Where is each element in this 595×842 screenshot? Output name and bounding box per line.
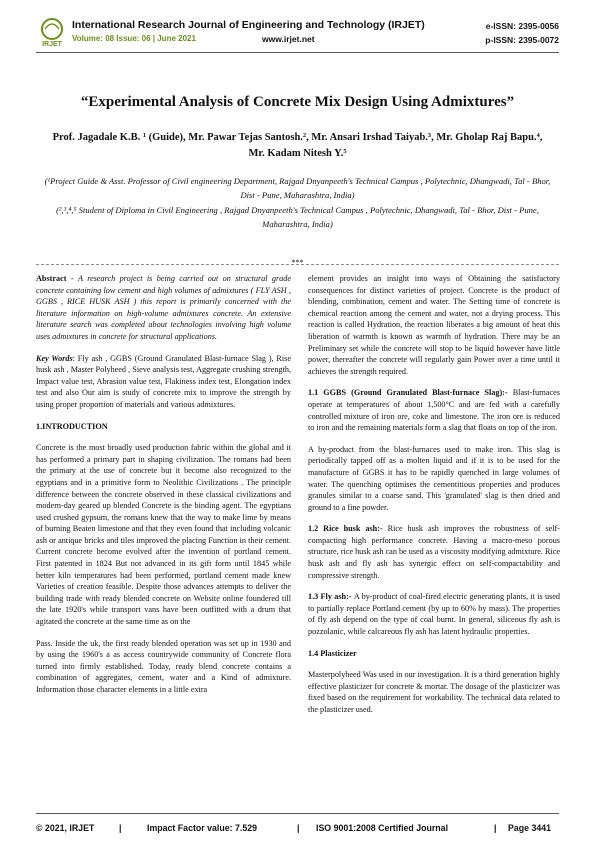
p-issn: p-ISSN: 2395-0072 [485, 35, 559, 45]
journal-name: International Research Journal of Engineering and Technology (IRJET) [72, 19, 425, 31]
footer-sep-2: | [297, 823, 300, 833]
plasticizer-text: Masterpolyheed Was used in our investigation. It is a third generation highly effective plasticizer for concrete & mortar. The dosage of the plasticizer was fixed based on the requirement for workability. The technical data related to the plasticizer used. [308, 670, 560, 714]
ggbs-heading: 1.1 GGBS (Ground Granulated Blast-furnace Slag):- [308, 388, 513, 398]
keywords-label: Key Words [36, 353, 73, 363]
rice-husk-text: Rice husk ash improves the robustness of self-compacting high performance concrete. Having a macro-meso porous structure, rice husk ash can be used as a viscosity modifying admixture. Rice husk ash and fly ash has synergic effect on self-compactability and compressive strength. [308, 524, 561, 580]
abstract-label: Abstract - [36, 274, 78, 283]
affiliation-guide: (¹Project Guide & Asst. Professor of Civil engineering Department, Rajgad Dnyanpeeth's Technical Campus , Polytechnic, Dhangwadi, Tal - Bhor, Dist - Pune, Maharashtra, India) [44, 176, 551, 200]
footer-impact-factor: Impact Factor value: 7.529 [147, 823, 258, 833]
section-ggbs [308, 387, 560, 433]
plasticizer-heading: 1.4 Plasticizer [308, 648, 357, 658]
fly-ash-heading: 1.3 Fly ash:- [308, 592, 354, 602]
e-issn: e-ISSN: 2395-0056 [485, 21, 559, 31]
section-rice-husk-ash [308, 523, 560, 581]
divider-stars: *** [291, 258, 304, 267]
ggbs-paragraph-2: A by-product from the blast-furnaces used to make iron. This slag is periodically tapped off as a molten liquid and if it is to be used for the manufacture of GGBS it has to be rapidly quenched in large volumes of water. The quenching optimises the cementitious properties and produces granules similar to a coarse sand. This 'granulated' slag is then dried and ground to a fine powder. [308, 444, 560, 512]
volume-issue: Volume: 08 Issue: 06 | June 2021 [72, 34, 196, 43]
paper-title: “Experimental Analysis of Concrete Mix Design Using Admixtures” [80, 94, 515, 110]
right-column [308, 273, 560, 726]
intro-heading: 1.INTRODUCTION [36, 421, 108, 431]
keywords-text: : Fly ash , GGBS (Ground Granulated Blast-furnace Slag ), Rise husk ash , Master Polyheed , Sieve analysis test, Aggregate crushing strength, Impact value test, Abrasion value test, Flakiness index test, Elongation index test and also Our aim is study of concrete mix to improve the strength by using proper proportion of materials and various admixtures. [36, 353, 291, 409]
fly-ash-text: A by-product of coal-fired electric generating plants, it is used to partially replace Portland cement (by up to 60% by mass). The properties of fly ash depend on the type of coal burnt. In general, siliceous fly ash is pozzolanic, while calcareous fly ash has latent hydraulic properties. [308, 592, 560, 637]
abstract-text: A research project is being carried out on structural grade concrete containing low cement and high volumes of admixtures ( FLY ASH , GGBS , RICE HUSK ASH ) this report is primarily concerned with the literature information on high-volume admixtures concrete. An extensive literature search was completed about technologies involving high volume uses admixtures in concrete for structural applications. [36, 274, 291, 341]
intro-continued: element provides an insight into ways of Obtaining the satisfactory consequences for distinct varieties of project. Concrete is the product of blending, combination, cement and water. The Setting time of concrete is chemical reaction among the cement and water, not a drying process. This reaction is called Hydration, the reaction liberates a big amount of heat this liberation of warmth is known as warmth of hydration. There may be an Preliminary set while the concrete will stop to be liquid however have little power, thereafter the concrete will regularly gain Power over a time until it achieves the strength required. [308, 274, 560, 376]
logo-text: IRJET [42, 41, 62, 48]
footer-iso: ISO 9001:2008 Certified Journal [316, 823, 449, 833]
footer-copyright: © 2021, IRJET [36, 823, 95, 833]
irjet-logo-icon [36, 16, 68, 48]
rice-husk-heading: 1.2 Rice husk ash:- [308, 524, 388, 534]
intro-paragraph-1: Concrete is the most broadly used production fabric within the global and it has performed a primary part in shaping civilization. The romans had been the primary at the use of concrete but it become also recognized to the egyptians and in a primitive form to Neolithic Civilizations . The principle difference between the concrete observed in these classical civilizations and modern-day geared up blended Concrete is the binding agent. The egyptians used crushed gypsum, the romans knew that the way to make lime by means of burning Beaten limestone and that they even found that including volcanic ash or antique bricks and tiles improved the placing Function in their cement. Current concrete become evolved after the invention of portland cement. First patented in 1824 But not advanced in its gift form until 1845 while better kiln temperatures had been performed, portland cement made knew Varieties of creation feasible. Despite those advances attempts to deliver the building trade with ready blended concrete on Website online foundered till the late 1920's while transport vans have been outfitted with a drum that agitated the concrete at the same time as on the [36, 443, 291, 627]
intro-paragraph-2: Pass. Inside the uk, the first ready blended operation was set up in 1930 and by using the 1960's a as access countrywide community of Concrete flora turned into firmly established. Today, ready blend concrete contains a combination of aggregates, cement, water and a Kind of admixture. Information those character elements in a little extra [36, 638, 291, 694]
author-list: Prof. Jagadale K.B. ¹ (Guide), Mr. Pawar Tejas Santosh.², Mr. Ansari Irshad Taiyab.³, Mr. Gholap Raj Bapu.⁴, Mr. Kadam Nitesh Y.⁵ [52, 132, 543, 159]
footer-sep-1: | [119, 823, 122, 833]
footer-divider [36, 813, 559, 814]
keywords [36, 353, 291, 411]
footer-sep-3: | [494, 823, 497, 833]
header-divider [36, 52, 559, 53]
left-column [36, 273, 291, 706]
section-fly-ash [308, 591, 560, 637]
footer-page-number: Page 3441 [508, 823, 552, 833]
abstract [36, 273, 291, 343]
affiliation-students: (²,³,⁴,⁵ Student of Diploma in Civil Engineering , Rajgad Dnyanpeeth's Technical Campus , Polytechnic, Dhangwadi, Tal - Bhor, Dist - Pune, Maharashtra, India) [56, 205, 539, 229]
journal-website[interactable]: www.irjet.net [262, 34, 315, 44]
ggbs-text: Blast-furnaces operate at temperatures of about 1,500°C and are fed with a carefully controlled mixture of iron ore, coke and limestone. The iron ore is reduced to iron and the remaining materials form a slag that floats on top of the iron. [308, 388, 560, 433]
